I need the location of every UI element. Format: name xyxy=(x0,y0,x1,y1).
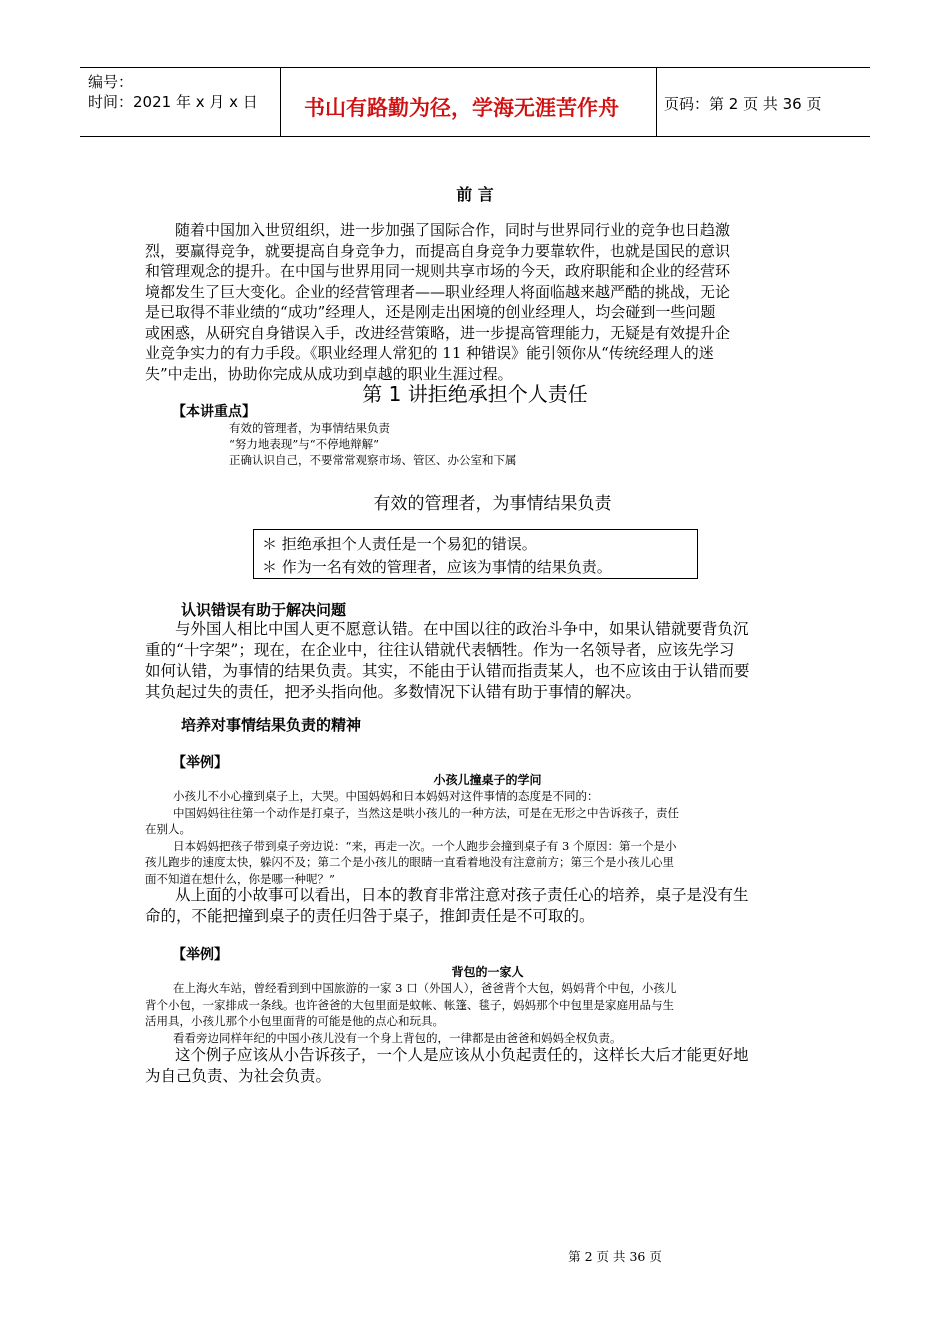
section-title: 认识错误有助于解决问题 xyxy=(181,601,347,619)
example-title: 背包的一家人 xyxy=(451,965,524,979)
story-line: 背个小包，一家排成一条线。也许爸爸的大包里面是蚊帐、帐篷、毯子，妈妈那个中包里是家庭用品与生 xyxy=(145,997,674,1012)
header-divider xyxy=(280,68,281,136)
section-title: 有效的管理者，为事情结果负责 xyxy=(373,494,612,514)
key-points-label: 【本讲重点】 xyxy=(172,404,256,420)
section2-line: 重的“十字架”；现在，在企业中，往往认错就代表牺牲。作为一名领导者，应该先学习 xyxy=(145,641,735,659)
header-divider xyxy=(656,68,657,136)
preface-line: 随着中国加入世贸组织，进一步加强了国际合作，同时与世界同行业的竞争也日趋激 xyxy=(175,221,731,239)
doc-number-label: 编号： xyxy=(88,73,134,91)
key-point: 正确认识自己，不要常常观察市场、管区、办公室和下属 xyxy=(229,453,517,467)
example1-comment xyxy=(145,885,807,927)
comment-line: 为自己负责、为社会负责。 xyxy=(145,1067,332,1085)
example2-comment xyxy=(145,1045,807,1087)
section-title: 培养对事情结果负责的精神 xyxy=(181,716,362,734)
preface-line: 烈，要赢得竞争，就要提高自身竞争力，而提高自身竞争力要靠软件，也就是国民的意识 xyxy=(145,241,731,260)
story-line: 日本妈妈把孩子带到桌子旁边说：“来，再走一次。一个人跑步会撞到桌子有 3 个原因：第一个是小 xyxy=(173,838,677,853)
preface-title: 前 言 xyxy=(456,185,494,204)
section2-body xyxy=(145,619,807,703)
story-line: 在上海火车站，曾经看到到中国旅游的一家 3 口（外国人），爸爸背个大包，妈妈背个中包，小孩儿 xyxy=(173,981,677,995)
story-line: 小孩儿不小心撞到桌子上，大哭。中国妈妈和日本妈妈对这件事情的态度是不同的： xyxy=(173,789,599,803)
key-point-box xyxy=(253,529,698,579)
story-line: 面不知道在想什么，你是哪一种呢？” xyxy=(145,871,335,886)
preface-line: 境都发生了巨大变化。企业的经营管理者——职业经理人将面临越来越严酷的挑战，无论 xyxy=(145,282,731,301)
example-label: 【举例】 xyxy=(172,755,228,771)
story-line: 孩儿跑步的速度太快，躲闪不及；第二个是小孩儿的眼睛一直看着地没有注意前方；第三个是小孩儿心里 xyxy=(145,855,674,869)
preface-line: 或困惑，从研究自身错误入手，改进经营策略，进一步提高管理能力，无疑是有效提升企 xyxy=(145,323,731,342)
key-point: “努力地表现”与“不停地辩解” xyxy=(229,437,380,451)
story-line: 看看旁边同样年纪的中国小孩儿没有一个身上背包的，一律都是由爸爸和妈妈全权负责。 xyxy=(173,1030,622,1045)
section2-line: 与外国人相比中国人更不愿意认错。在中国以往的政治斗争中，如果认错就要背负沉 xyxy=(175,620,749,638)
story-line: 活用具，小孩儿那个小包里面背的可能是他的点心和玩具。 xyxy=(145,1014,444,1028)
section2-line: 如何认错，为事情的结果负责。其实，不能由于认错而指责某人，也不应该由于认错而要 xyxy=(145,662,750,680)
example1-story xyxy=(145,788,807,887)
example-title: 小孩儿撞桌子的学问 xyxy=(433,773,542,787)
comment-line: 从上面的小故事可以看出，日本的教育非常注意对孩子责任心的培养，桌子是没有生 xyxy=(175,886,749,904)
box-point: ＊ 拒绝承担个人责任是一个易犯的错误。 xyxy=(262,535,537,553)
preface-line: 失”中走出，协助你完成从成功到卓越的职业生涯过程。 xyxy=(145,364,513,383)
story-line: 在别人。 xyxy=(145,822,191,836)
key-point: 有效的管理者，为事情结果负责 xyxy=(229,421,390,435)
story-line: 中国妈妈往往第一个动作是打桌子，当然这是哄小孩儿的一种方法，可是在无形之中告诉孩子，责任 xyxy=(173,805,679,820)
preface-line: 业竞争实力的有力手段。《职业经理人常犯的 11 种错误》能引领你从“传统经理人的迷 xyxy=(145,344,714,362)
preface-body xyxy=(145,220,807,384)
example-label: 【举例】 xyxy=(172,947,228,963)
comment-line: 这个例子应该从小告诉孩子，一个人是应该从小负起责任的，这样长大后才能更好地 xyxy=(175,1046,749,1064)
example2-story xyxy=(145,980,807,1046)
preface-line: 和管理观念的提升。在中国与世界用同一规则共享市场的今天，政府职能和企业的经营环 xyxy=(145,262,731,280)
preface-line: 是已取得不菲业绩的“成功”经理人，还是刚走出困境的创业经理人，均会碰到一些问题 xyxy=(145,303,716,321)
lecture-title: 第 1 讲拒绝承担个人责任 xyxy=(362,382,588,406)
header-page-label: 页码：第 2 页 共 36 页 xyxy=(664,95,822,113)
comment-line: 命的，不能把撞到桌子的责任归咎于桌子，推卸责任是不可取的。 xyxy=(145,907,595,925)
doc-time-label: 时间：2021 年 x 月 x 日 xyxy=(88,93,258,111)
footer-page-number: 第 2 页 共 36 页 xyxy=(568,1249,662,1264)
section2-line: 其负起过失的责任，把矛头指向他。多数情况下认错有助于事情的解决。 xyxy=(145,683,642,701)
header-motto: 书山有路勤为径，学海无涯苦作舟 xyxy=(304,96,619,120)
box-point: ＊ 作为一名有效的管理者，应该为事情的结果负责。 xyxy=(262,558,612,576)
